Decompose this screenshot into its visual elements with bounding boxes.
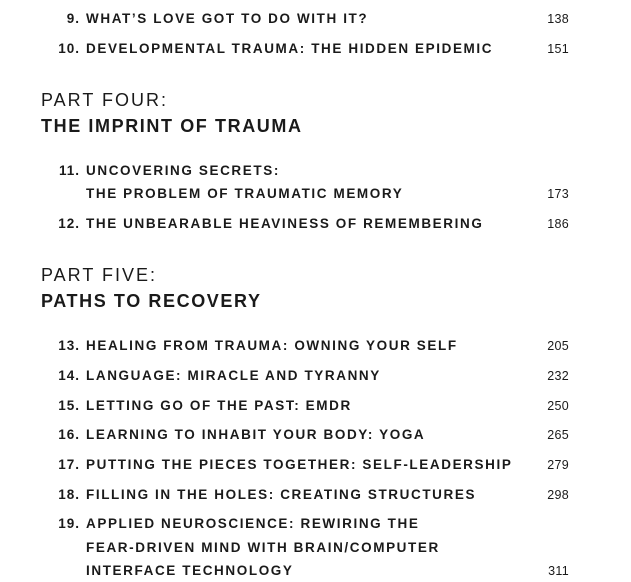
chapter-title[interactable]: DEVELOPMENTAL TRAUMA: THE HIDDEN EPIDEMIC	[86, 41, 494, 56]
page-number: 151	[547, 42, 569, 56]
page-number: 279	[547, 458, 569, 472]
chapter-title-line[interactable]: UNCOVERING SECRETS:	[86, 163, 280, 178]
page-number: 265	[547, 428, 569, 442]
chapter-title-line[interactable]: THE PROBLEM OF TRAUMATIC MEMORY	[86, 186, 404, 201]
chapter-number: 17.	[58, 457, 80, 472]
page-number: 173	[547, 187, 569, 201]
chapter-title[interactable]: PUTTING THE PIECES TOGETHER: SELF-LEADERSHIP	[86, 457, 513, 472]
page-number: 138	[547, 12, 569, 26]
chapter-title[interactable]: WHAT’S LOVE GOT TO DO WITH IT?	[86, 11, 369, 26]
chapter-title[interactable]: LEARNING TO INHABIT YOUR BODY: YOGA	[86, 427, 426, 442]
chapter-title[interactable]: THE UNBEARABLE HEAVINESS OF REMEMBERING	[86, 216, 484, 231]
chapter-number: 15.	[58, 398, 80, 413]
chapter-number: 14.	[58, 368, 80, 383]
chapter-number: 12.	[58, 216, 80, 231]
chapter-number: 19.	[58, 516, 80, 531]
chapter-number: 18.	[58, 487, 80, 502]
page-number: 205	[547, 339, 569, 353]
chapter-number: 16.	[58, 427, 80, 442]
chapter-title[interactable]: HEALING FROM TRAUMA: OWNING YOUR SELF	[86, 338, 458, 353]
part-title: PATHS TO RECOVERY	[41, 291, 262, 311]
chapter-title-line[interactable]: FEAR-DRIVEN MIND WITH BRAIN/COMPUTER	[86, 540, 440, 555]
page-number: 311	[548, 564, 569, 578]
chapter-number: 10.	[58, 41, 80, 56]
part-label: PART FIVE:	[41, 265, 158, 285]
part-title: THE IMPRINT OF TRAUMA	[41, 116, 303, 136]
chapter-number: 11.	[58, 163, 80, 178]
page-number: 232	[547, 369, 569, 383]
chapter-number: 9.	[66, 11, 80, 26]
page-number: 250	[547, 399, 569, 413]
chapter-number: 13.	[58, 338, 80, 353]
chapter-title[interactable]: FILLING IN THE HOLES: CREATING STRUCTURES	[86, 487, 477, 502]
chapter-title-line[interactable]: APPLIED NEUROSCIENCE: REWIRING THE	[86, 516, 420, 531]
chapter-title[interactable]: LANGUAGE: MIRACLE AND TYRANNY	[86, 368, 381, 383]
chapter-title[interactable]: LETTING GO OF THE PAST: EMDR	[86, 398, 352, 413]
page-number: 186	[547, 217, 569, 231]
chapter-title-line[interactable]: INTERFACE TECHNOLOGY	[86, 563, 294, 578]
part-label: PART FOUR:	[41, 90, 169, 110]
page-number: 298	[547, 488, 569, 502]
